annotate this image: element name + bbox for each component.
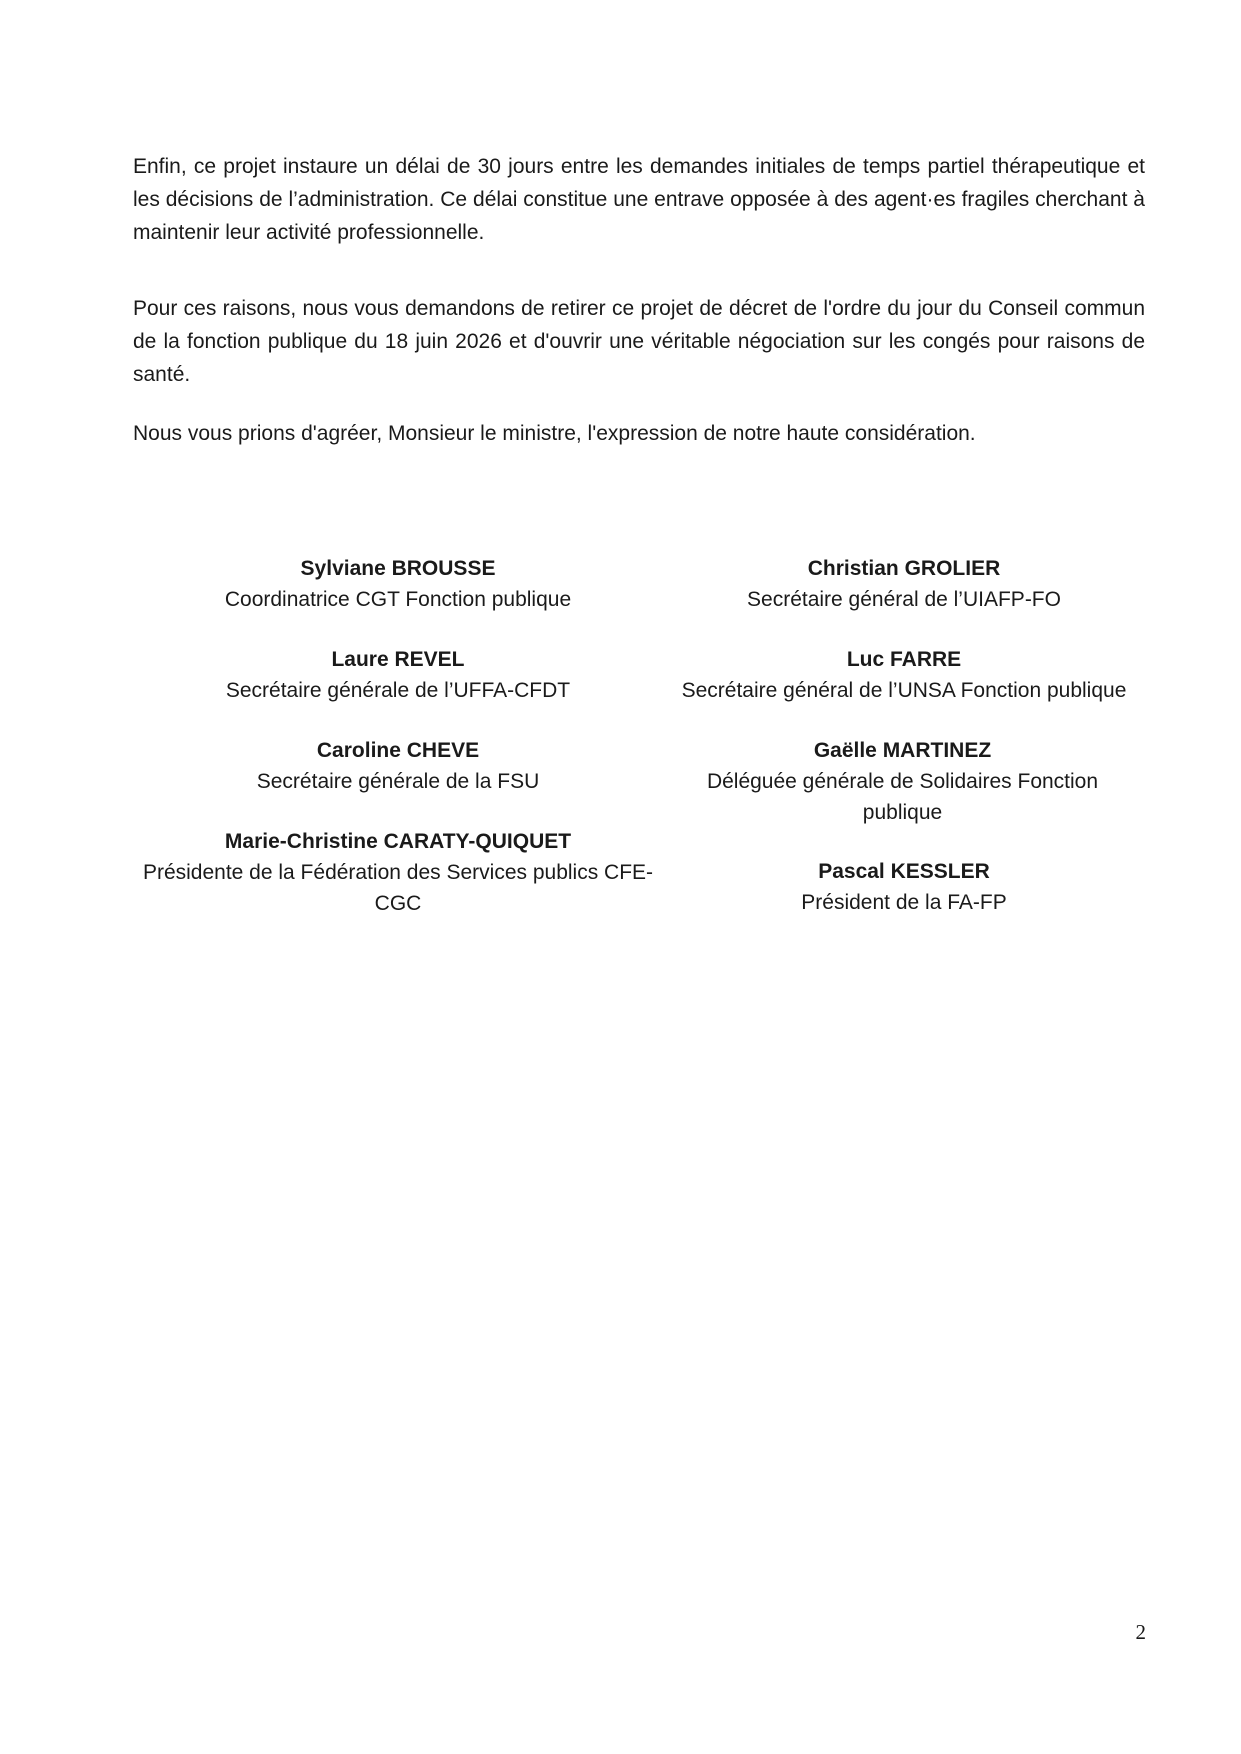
signature-block — [655, 856, 1153, 918]
signatory-name: Luc FARRE — [846, 648, 962, 671]
signatory-name: Pascal KESSLER — [818, 860, 990, 883]
signature-block — [655, 553, 1153, 615]
signature-block — [690, 735, 1115, 828]
signature-block — [133, 553, 663, 615]
signatory-name: Marie-Christine CARATY-QUIQUET — [224, 830, 572, 853]
signatory-name: Christian GROLIER — [807, 557, 1001, 580]
signatory-role: Secrétaire général de l’UNSA Fonction publique — [681, 679, 1127, 702]
signatory-role: Coordinatrice CGT Fonction publique — [224, 588, 572, 611]
signature-block — [655, 644, 1153, 706]
paragraph-delay: Enfin, ce projet instaure un délai de 30 jours entre les demandes initiales de temps partiel thérapeutique et les décisions de l’administration. Ce délai constitue une entrave opposée à des agent·es fragiles cherchant à maintenir leur activité professionnelle. — [133, 155, 1145, 244]
page-number: 2 — [1135, 1620, 1146, 1644]
signatory-name: Sylviane BROUSSE — [300, 557, 496, 580]
signatory-name: Gaëlle MARTINEZ — [813, 739, 992, 762]
signatory-name: Caroline CHEVE — [316, 739, 480, 762]
signatory-role: Présidente de la Fédération des Services publics CFE-CGC — [142, 861, 654, 915]
signature-block — [133, 735, 663, 797]
signature-block — [133, 826, 663, 919]
signature-block — [133, 644, 663, 706]
paragraph-request: Pour ces raisons, nous vous demandons de retirer ce projet de décret de l'ordre du jour du Conseil commun de la fonction publique du 18 juin 2026 et d'ouvrir une véritable négociation sur les congés pour raisons de santé. — [133, 297, 1145, 386]
signatory-role: Déléguée générale de Solidaires Fonction publique — [706, 770, 1099, 824]
signatory-name: Laure REVEL — [331, 648, 465, 671]
signatory-role: Secrétaire général de l’UIAFP-FO — [747, 588, 1061, 611]
signatory-role: Président de la FA-FP — [801, 891, 1007, 914]
signatory-role: Secrétaire générale de l’UFFA-CFDT — [225, 679, 571, 702]
paragraph-closing: Nous vous prions d'agréer, Monsieur le ministre, l'expression de notre haute considération. — [133, 422, 976, 445]
signatory-role: Secrétaire générale de la FSU — [256, 770, 540, 793]
